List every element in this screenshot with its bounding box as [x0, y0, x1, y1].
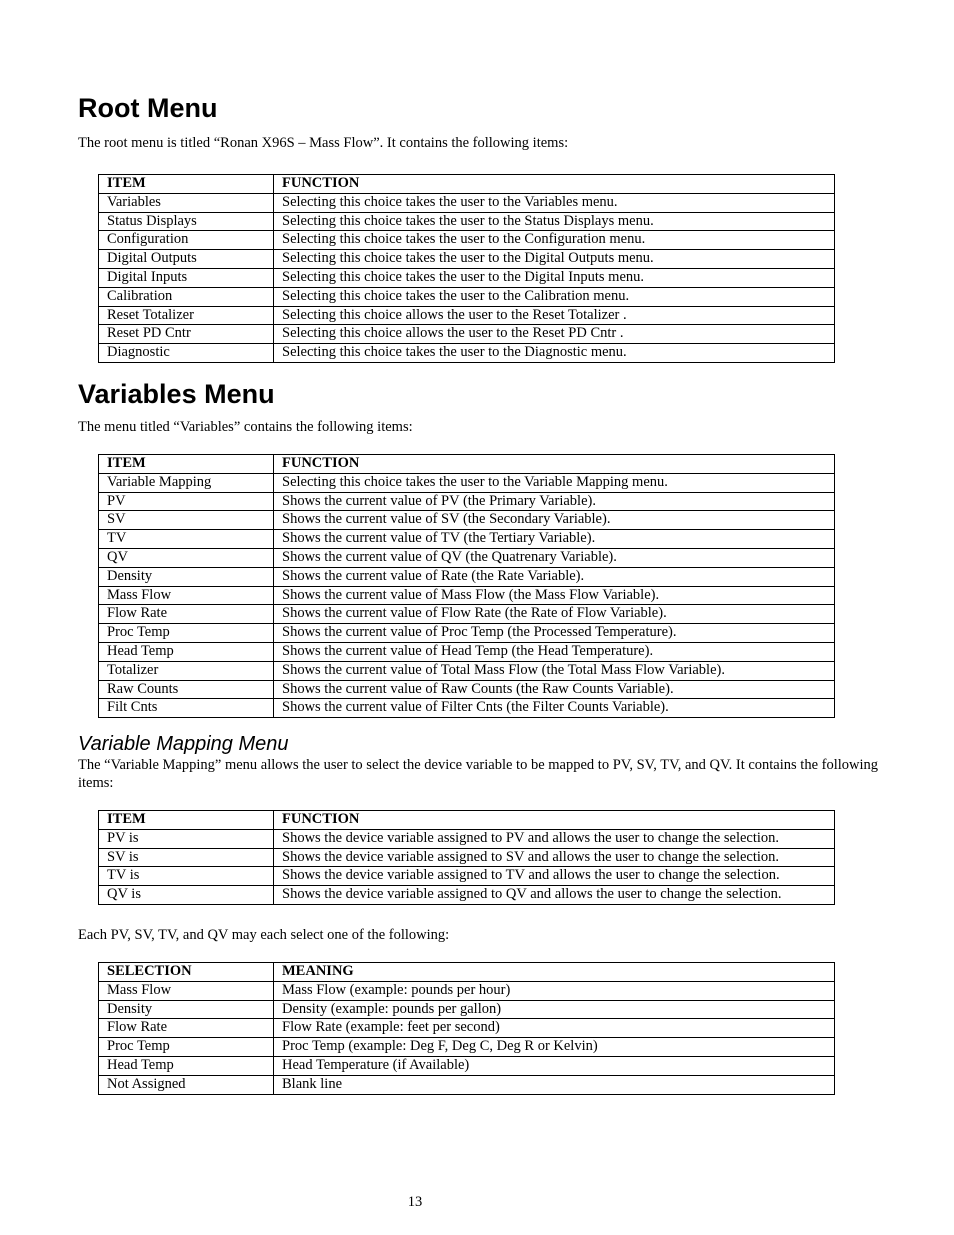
- description-cell: Shows the device variable assigned to PV and allows the user to change the selection.: [274, 829, 835, 848]
- root-menu-table: [98, 174, 835, 363]
- item-cell: Density: [99, 1000, 274, 1019]
- table-row: [99, 867, 835, 886]
- table-row: [99, 473, 835, 492]
- item-cell: Flow Rate: [99, 1019, 274, 1038]
- description-cell: Mass Flow (example: pounds per hour): [274, 981, 835, 1000]
- table-row: [99, 699, 835, 718]
- item-cell: PV: [99, 492, 274, 511]
- table-row: [99, 530, 835, 549]
- description-cell: Selecting this choice allows the user to the Reset PD Cntr .: [274, 325, 835, 344]
- table-row: [99, 1075, 835, 1094]
- description-cell: Shows the current value of Rate (the Rate Variable).: [274, 567, 835, 586]
- item-cell: Diagnostic: [99, 344, 274, 363]
- table-row: [99, 624, 835, 643]
- item-cell: Density: [99, 567, 274, 586]
- table-row: [99, 848, 835, 867]
- description-cell: Selecting this choice takes the user to the Diagnostic menu.: [274, 344, 835, 363]
- description-cell: Head Temperature (if Available): [274, 1056, 835, 1075]
- description-cell: Flow Rate (example: feet per second): [274, 1019, 835, 1038]
- column-header: FUNCTION: [274, 175, 835, 194]
- variables-menu-rows: [99, 473, 835, 717]
- item-cell: Configuration: [99, 231, 274, 250]
- description-cell: Shows the device variable assigned to SV and allows the user to change the selection.: [274, 848, 835, 867]
- description-cell: Shows the device variable assigned to TV and allows the user to change the selection.: [274, 867, 835, 886]
- description-cell: Selecting this choice takes the user to the Status Displays menu.: [274, 212, 835, 231]
- table-row: [99, 193, 835, 212]
- table-row: [99, 212, 835, 231]
- description-cell: Selecting this choice takes the user to the Variables menu.: [274, 193, 835, 212]
- page-number: 13: [407, 1194, 423, 1210]
- item-cell: Calibration: [99, 287, 274, 306]
- table-row: [99, 1056, 835, 1075]
- table-row: [99, 886, 835, 905]
- item-cell: Not Assigned: [99, 1075, 274, 1094]
- table-row: [99, 268, 835, 287]
- table-row: [99, 567, 835, 586]
- variable-mapping-rows: [99, 829, 835, 904]
- description-cell: Shows the current value of TV (the Tertiary Variable).: [274, 530, 835, 549]
- item-cell: Mass Flow: [99, 586, 274, 605]
- description-cell: Shows the current value of QV (the Quatrenary Variable).: [274, 548, 835, 567]
- description-cell: Selecting this choice takes the user to the Configuration menu.: [274, 231, 835, 250]
- selection-intro: Each PV, SV, TV, and QV may each select one of the following:: [78, 927, 450, 943]
- item-cell: Variable Mapping: [99, 473, 274, 492]
- variables-menu-intro: The menu titled “Variables” contains the following items:: [78, 419, 413, 435]
- description-cell: Selecting this choice takes the user to the Variable Mapping menu.: [274, 473, 835, 492]
- item-cell: Variables: [99, 193, 274, 212]
- description-cell: Selecting this choice allows the user to the Reset Totalizer .: [274, 306, 835, 325]
- table-header-row: [99, 963, 835, 982]
- table-row: [99, 829, 835, 848]
- item-cell: QV is: [99, 886, 274, 905]
- item-cell: QV: [99, 548, 274, 567]
- description-cell: Shows the current value of Total Mass Flow (the Total Mass Flow Variable).: [274, 661, 835, 680]
- column-header: MEANING: [274, 963, 835, 982]
- description-cell: Selecting this choice takes the user to the Digital Inputs menu.: [274, 268, 835, 287]
- description-cell: Shows the current value of Raw Counts (the Raw Counts Variable).: [274, 680, 835, 699]
- column-header: ITEM: [99, 455, 274, 474]
- table-header-row: [99, 455, 835, 474]
- selection-table: [98, 962, 835, 1095]
- variable-mapping-table: [98, 810, 835, 905]
- root-menu-intro: The root menu is titled “Ronan X96S – Mass Flow”. It contains the following items:: [78, 135, 569, 151]
- description-cell: Proc Temp (example: Deg F, Deg C, Deg R or Kelvin): [274, 1038, 835, 1057]
- description-cell: Shows the current value of Filter Cnts (the Filter Counts Variable).: [274, 699, 835, 718]
- item-cell: Proc Temp: [99, 624, 274, 643]
- table-row: [99, 661, 835, 680]
- item-cell: Digital Outputs: [99, 250, 274, 269]
- column-header: FUNCTION: [274, 455, 835, 474]
- table-header-row: [99, 811, 835, 830]
- table-row: [99, 1019, 835, 1038]
- column-header: SELECTION: [99, 963, 274, 982]
- item-cell: SV is: [99, 848, 274, 867]
- column-header: ITEM: [99, 811, 274, 830]
- table-row: [99, 325, 835, 344]
- item-cell: Reset PD Cntr: [99, 325, 274, 344]
- description-cell: Selecting this choice takes the user to the Digital Outputs menu.: [274, 250, 835, 269]
- table-row: [99, 231, 835, 250]
- item-cell: PV is: [99, 829, 274, 848]
- table-row: [99, 511, 835, 530]
- description-cell: Selecting this choice takes the user to the Calibration menu.: [274, 287, 835, 306]
- item-cell: Flow Rate: [99, 605, 274, 624]
- item-cell: SV: [99, 511, 274, 530]
- item-cell: Status Displays: [99, 212, 274, 231]
- description-cell: Shows the device variable assigned to QV and allows the user to change the selection.: [274, 886, 835, 905]
- table-row: [99, 1000, 835, 1019]
- table-row: [99, 548, 835, 567]
- variable-mapping-intro: The “Variable Mapping” menu allows the user to select the device variable to be mapped to PV, SV, TV, and QV. It contains the following items:: [78, 757, 879, 791]
- table-row: [99, 981, 835, 1000]
- item-cell: Proc Temp: [99, 1038, 274, 1057]
- column-header: ITEM: [99, 175, 274, 194]
- table-row: [99, 605, 835, 624]
- table-row: [99, 1038, 835, 1057]
- description-cell: Shows the current value of PV (the Primary Variable).: [274, 492, 835, 511]
- table-row: [99, 642, 835, 661]
- item-cell: Mass Flow: [99, 981, 274, 1000]
- table-row: [99, 492, 835, 511]
- table-row: [99, 680, 835, 699]
- item-cell: Reset Totalizer: [99, 306, 274, 325]
- item-cell: Raw Counts: [99, 680, 274, 699]
- item-cell: TV is: [99, 867, 274, 886]
- description-cell: Shows the current value of SV (the Secondary Variable).: [274, 511, 835, 530]
- variables-menu-heading: Variables Menu: [78, 379, 275, 409]
- description-cell: Density (example: pounds per gallon): [274, 1000, 835, 1019]
- root-menu-heading: Root Menu: [78, 93, 218, 123]
- description-cell: Shows the current value of Head Temp (the Head Temperature).: [274, 642, 835, 661]
- variable-mapping-heading: Variable Mapping Menu: [78, 733, 289, 755]
- description-cell: Shows the current value of Proc Temp (the Processed Temperature).: [274, 624, 835, 643]
- table-row: [99, 344, 835, 363]
- variables-menu-table: [98, 454, 835, 718]
- item-cell: TV: [99, 530, 274, 549]
- item-cell: Head Temp: [99, 642, 274, 661]
- item-cell: Head Temp: [99, 1056, 274, 1075]
- description-cell: Shows the current value of Mass Flow (the Mass Flow Variable).: [274, 586, 835, 605]
- root-menu-rows: [99, 193, 835, 362]
- item-cell: Filt Cnts: [99, 699, 274, 718]
- item-cell: Totalizer: [99, 661, 274, 680]
- table-row: [99, 306, 835, 325]
- item-cell: Digital Inputs: [99, 268, 274, 287]
- table-row: [99, 287, 835, 306]
- description-cell: Shows the current value of Flow Rate (the Rate of Flow Variable).: [274, 605, 835, 624]
- table-row: [99, 250, 835, 269]
- selection-rows: [99, 981, 835, 1094]
- table-header-row: [99, 175, 835, 194]
- column-header: FUNCTION: [274, 811, 835, 830]
- description-cell: Blank line: [274, 1075, 835, 1094]
- table-row: [99, 586, 835, 605]
